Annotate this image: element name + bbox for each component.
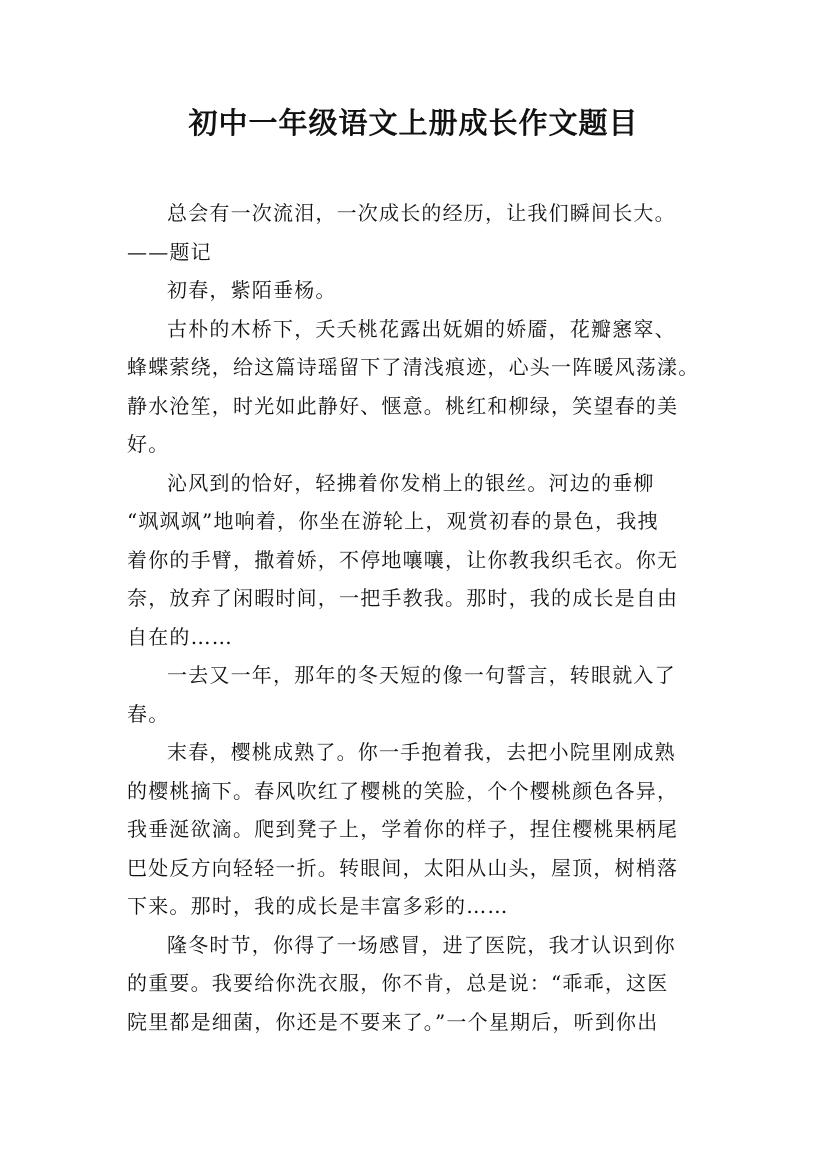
text-line: 一去又一年，那年的冬天短的像一句誓言，转眼就入了 <box>167 663 676 687</box>
text-line: 隆冬时节，你得了一场感冒，进了医院，我才认识到你 <box>167 932 676 957</box>
text-line: “飒飒飒”地响着，你坐在游轮上，观赏初春的景色，我拽 <box>127 509 659 533</box>
document-title: 初中一年级语文上册成长作文题目 <box>188 106 639 140</box>
text-line: 静水沧笙，时光如此静好、惬意。桃红和柳绿，笑望春的美 <box>127 393 679 418</box>
paragraph-wooden-bridge <box>127 310 704 464</box>
text-line: 奈，放弃了闲暇时间，一把手教我。那时，我的成长是自由 <box>127 586 679 610</box>
text-line: 春。 <box>127 701 170 726</box>
paragraph-late-spring <box>127 733 704 926</box>
text-line: 末春，樱桃成熟了。你一手抱着我，去把小院里刚成熟 <box>167 740 676 764</box>
text-line: 下来。那时，我的成长是丰富多彩的…… <box>127 894 509 918</box>
text-line: 古朴的木桥下，夭夭桃花露出妩媚的娇靥，花瓣窸窣、 <box>167 316 676 341</box>
paragraph-intro <box>127 194 704 233</box>
paragraph-deep-winter <box>127 926 704 1042</box>
text-line: 蜂蝶萦绕，给这篇诗瑶留下了清浅痕迹，心头一阵暖风荡漾。 <box>127 355 700 379</box>
text-line: 好。 <box>127 432 170 456</box>
text-line: 的重要。我要给你洗衣服，你不肯，总是说：“乖乖，这医 <box>127 971 669 995</box>
document-body <box>127 194 704 1041</box>
paragraph-year-passes <box>127 656 704 733</box>
text-line: 初春，紫陌垂杨。 <box>167 278 337 302</box>
text-line: 自在的…… <box>127 624 233 649</box>
text-line: 总会有一次流泪，一次成长的经历，让我们瞬间长大。 <box>167 201 676 225</box>
paragraph-early-spring <box>127 271 704 310</box>
paragraph-epigraph-source <box>127 233 704 272</box>
text-line: 院里都是细菌，你还是不要来了。”一个星期后，听到你出 <box>127 1009 659 1034</box>
text-line: 巴处反方向轻轻一折。转眼间，太阳从山头，屋顶，树梢落 <box>127 855 679 880</box>
text-line: 我垂涎欲滴。爬到凳子上，学着你的样子，捏住樱桃果柄尾 <box>127 817 679 841</box>
paragraph-breeze <box>127 464 704 657</box>
text-line: 沁风到的恰好，轻拂着你发梢上的银丝。河边的垂柳 <box>167 470 655 495</box>
text-line: 着你的手臂，撒着娇，不停地嚷嚷，让你教我织毛衣。你无 <box>127 547 679 572</box>
text-line: 的樱桃摘下。春风吹红了樱桃的笑脸，个个樱桃颜色各异， <box>127 778 679 803</box>
text-line: ——题记 <box>127 239 212 264</box>
